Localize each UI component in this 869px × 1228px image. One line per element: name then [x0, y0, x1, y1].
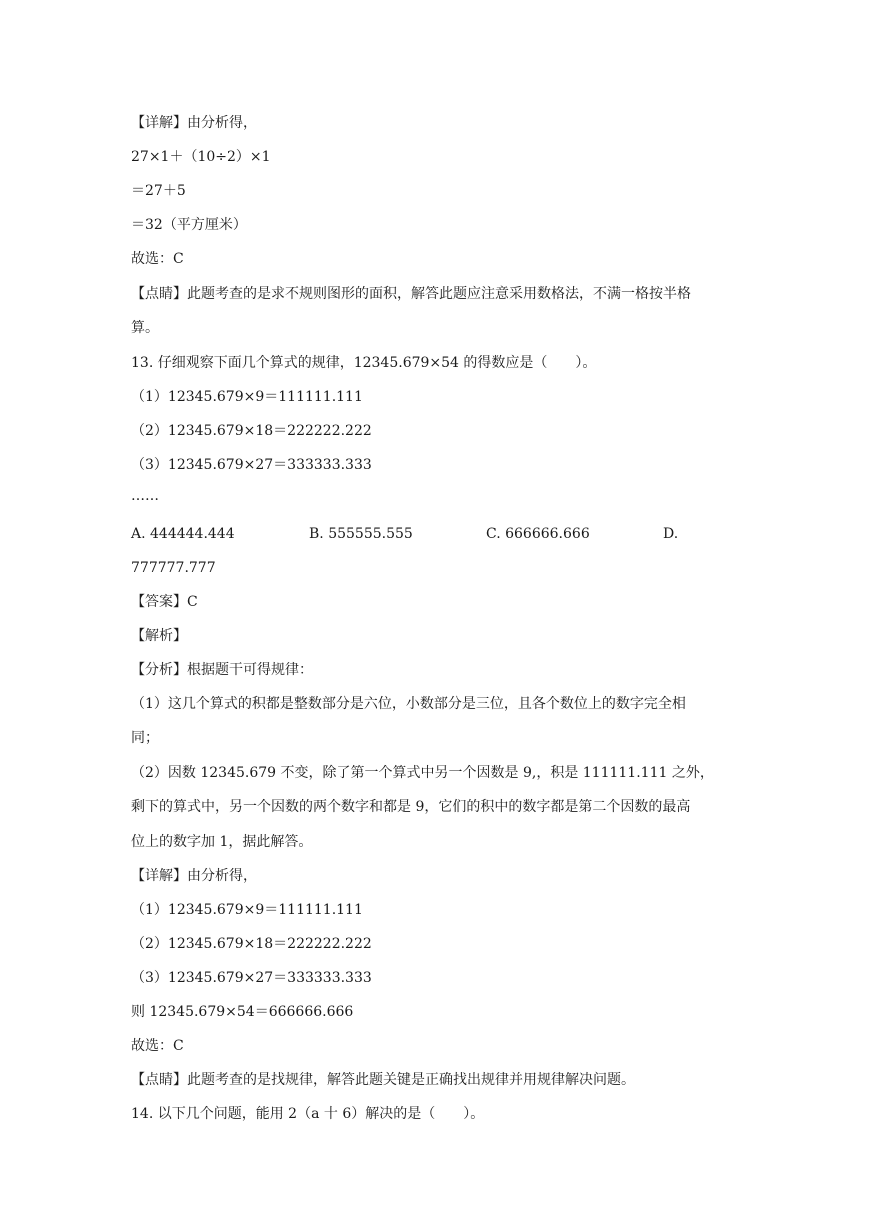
detail-formula-2: （2）12345.679×18＝222222.222	[131, 936, 372, 952]
detail-formula-1: （1）12345.679×9＝111111.111	[131, 902, 363, 918]
option-d-value: 777777.777	[131, 560, 216, 576]
calc-line-2: ＝27＋5	[131, 183, 186, 199]
detail-formula-3: （3）12345.679×27＝333333.333	[131, 970, 372, 986]
analysis-2-line-3: 位上的数字加 1，据此解答。	[131, 834, 313, 850]
calc-line-1: 27×1＋（10÷2）×1	[131, 149, 271, 165]
formula-3: （3）12345.679×27＝333333.333	[131, 457, 372, 473]
detail-heading-2: 【详解】由分析得，	[131, 868, 257, 884]
analysis-2-line-2: 剩下的算式中，另一个因数的两个数字和都是 9，它们的积中的数字都是第二个因数的最高	[131, 799, 691, 815]
answer-choice-12: 故选：C	[131, 251, 184, 267]
formula-1: （1）12345.679×9＝111111.111	[131, 389, 363, 405]
analysis-1-line-2: 同；	[131, 730, 159, 746]
question-14: 14. 以下几个问题，能用 2（a 十 6）解决的是（ ）。	[131, 1106, 485, 1122]
option-c: C. 666666.666	[486, 526, 590, 542]
detail-heading-1: 【详解】由分析得，	[131, 115, 257, 131]
detail-result: 则 12345.679×54＝666666.666	[131, 1004, 354, 1020]
formula-2: （2）12345.679×18＝222222.222	[131, 423, 372, 439]
ellipsis: ……	[131, 488, 159, 504]
question-13: 13. 仔细观察下面几个算式的规律，12345.679×54 的得数应是（ ）。	[131, 355, 597, 371]
comment-13: 【点睛】此题考查的是找规律，解答此题关键是正确找出规律并用规律解决问题。	[131, 1072, 635, 1088]
analysis-2-line-1: （2）因数 12345.679 不变，除了第一个算式中另一个因数是 9,，积是 111111.111 之外，	[131, 765, 714, 781]
option-d: D.	[663, 526, 679, 542]
answer-choice-13: 故选：C	[131, 1038, 184, 1054]
comment-12-line-2: 算。	[131, 320, 159, 336]
analysis-intro: 【分析】根据题干可得规律：	[131, 662, 313, 678]
option-b: B. 555555.555	[309, 526, 413, 542]
analysis-heading: 【解析】	[131, 628, 187, 644]
calc-line-3: ＝32（平方厘米）	[131, 217, 247, 233]
analysis-1-line-1: （1）这几个算式的积都是整数部分是六位，小数部分是三位，且各个数位上的数字完全相	[131, 696, 686, 712]
answer-13: 【答案】C	[131, 594, 198, 610]
comment-12-line-1: 【点睛】此题考查的是求不规则图形的面积，解答此题应注意采用数格法，不满一格按半格	[131, 286, 691, 302]
option-a: A. 444444.444	[131, 526, 235, 542]
